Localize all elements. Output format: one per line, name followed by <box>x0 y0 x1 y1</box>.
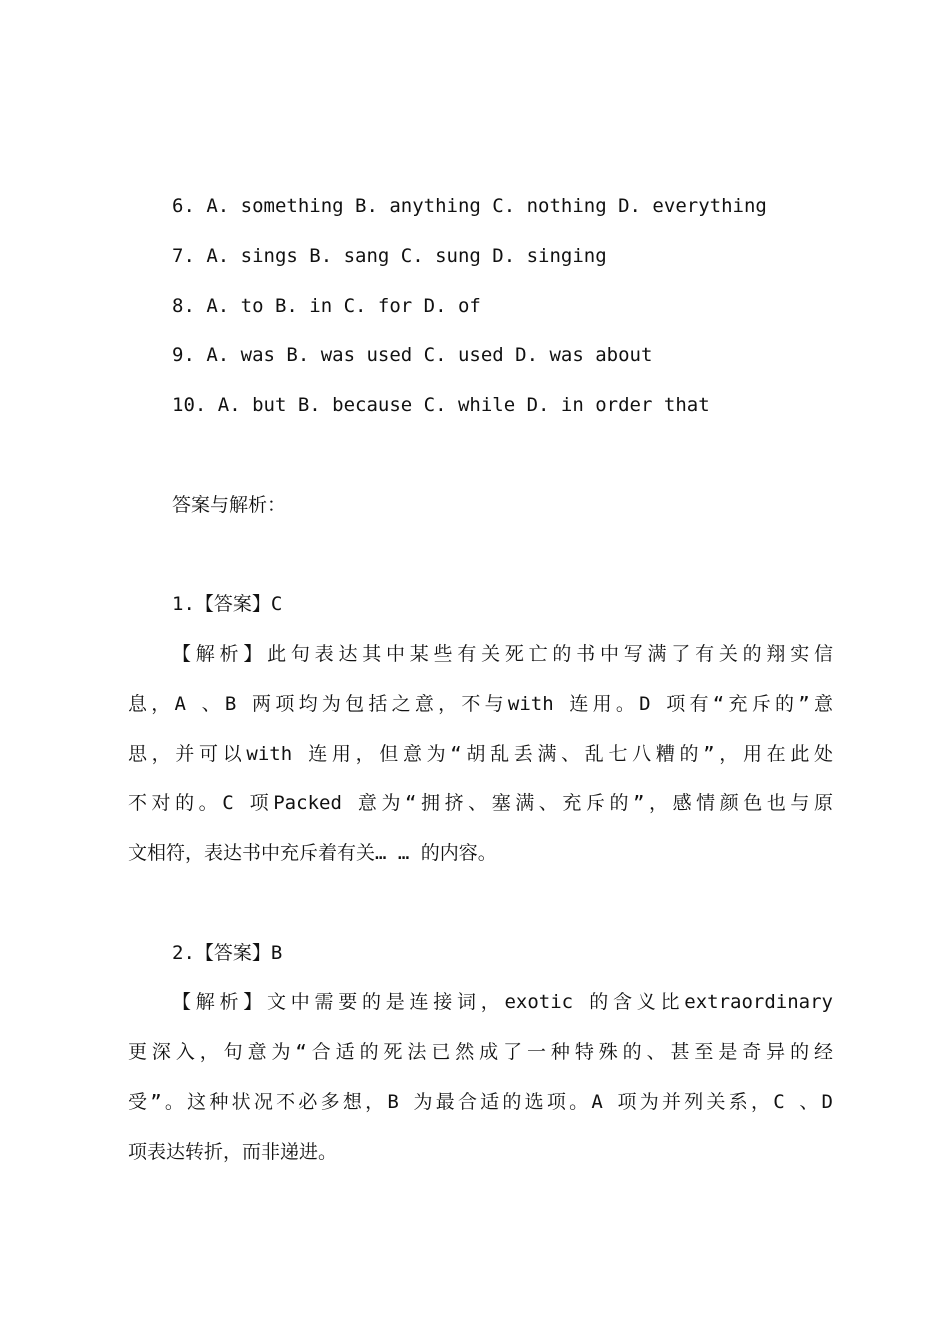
answer-2-explanation-line: 受”。这种状况不必多想，B 为最合适的选项。A 项为并列关系，C 、D <box>128 1091 833 1113</box>
question-10: 10. A. but B. because C. while D. in order that <box>172 394 710 416</box>
answer-2-explanation-line: 更深入，句意为“合适的死法已然成了一种特殊的、甚至是奇异的经 <box>128 1041 833 1063</box>
answer-2-explanation-line: 【解析】文中需要的是连接词，exotic 的含义比extraordinary <box>172 991 833 1013</box>
question-8: 8. A. to B. in C. for D. of <box>172 295 481 317</box>
answer-1-label: 1.【答案】C <box>172 593 283 615</box>
answers-heading: 答案与解析： <box>172 494 287 516</box>
answer-1-explanation-line: 不对的。C 项Packed 意为“拥挤、塞满、充斥的”，感情颜色也与原 <box>128 792 833 814</box>
question-9: 9. A. was B. was used C. used D. was about <box>172 344 653 366</box>
answer-1-explanation-line: 【解析】此句表达其中某些有关死亡的书中写满了有关的翔实信 <box>172 643 833 665</box>
question-6: 6. A. something B. anything C. nothing D. everything <box>172 195 767 217</box>
question-7: 7. A. sings B. sang C. sung D. singing <box>172 245 607 267</box>
answer-2-explanation-line: 项表达转折，而非递进。 <box>128 1141 338 1163</box>
answer-1-explanation-line: 息，A 、B 两项均为包括之意，不与with 连用。D 项有“充斥的”意 <box>128 693 833 715</box>
answer-1-explanation-line: 文相符，表达书中充斥着有关… … 的内容。 <box>128 842 497 864</box>
answer-2-label: 2.【答案】B <box>172 942 283 964</box>
answer-1-explanation-line: 思，并可以with 连用，但意为“胡乱丢满、乱七八糟的”，用在此处 <box>128 743 833 765</box>
